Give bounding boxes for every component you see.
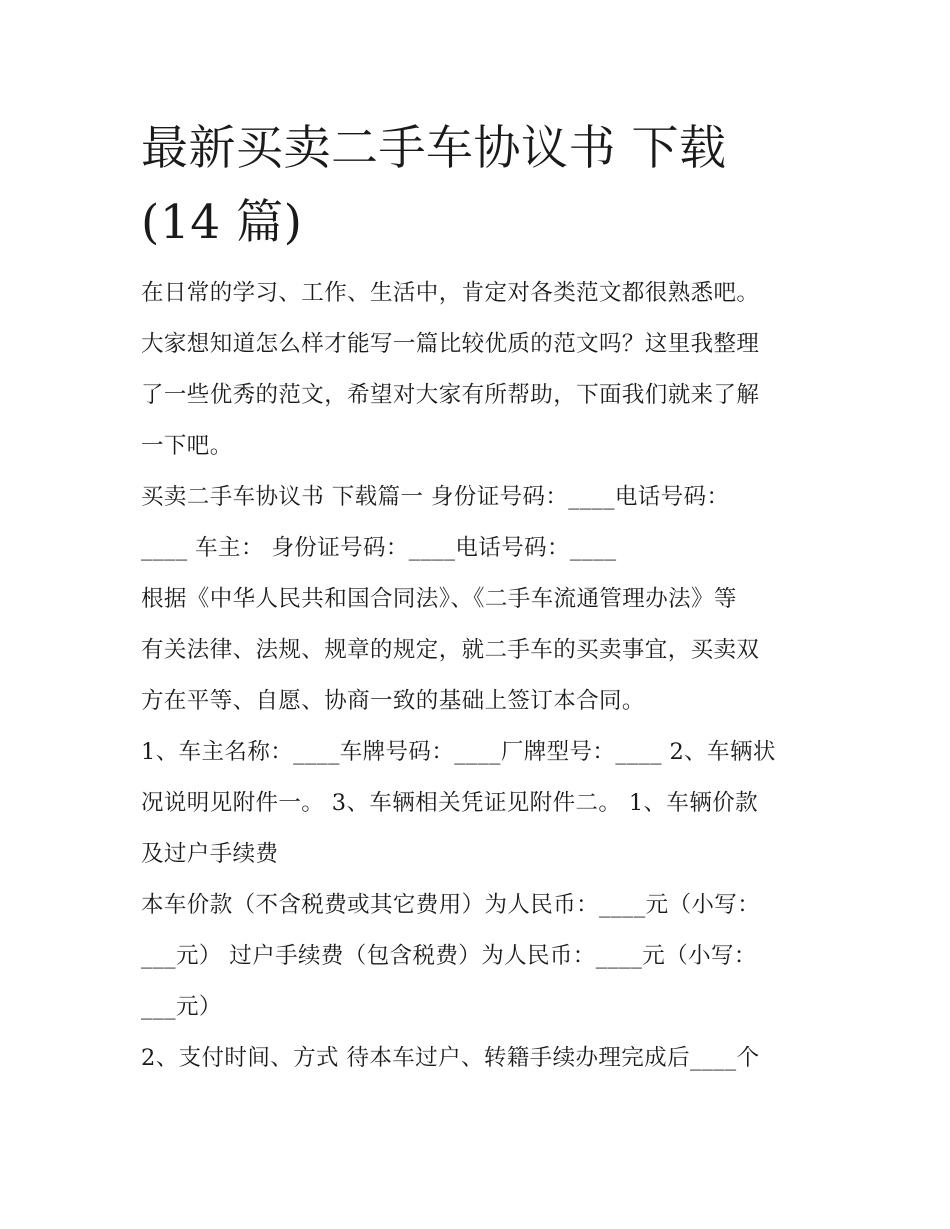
text-line: 2、支付时间、方式 待本车过户、转籍手续办理完成后____个: [141, 1045, 760, 1071]
text-line: 一下吧。: [141, 433, 233, 459]
text-line: 有关法律、法规、规章的规定，就二手车的买卖事宜，买卖双: [141, 637, 760, 663]
document-title: [141, 112, 821, 260]
text-line: 在日常的学习、工作、生活中，肯定对各类范文都很熟悉吧。: [141, 280, 760, 306]
paragraph-parties: [141, 472, 821, 574]
text-line: 根据《中华人民共和国合同法》、《二手车流通管理办法》等: [141, 586, 737, 612]
paragraph-vehicle-info: [141, 727, 821, 880]
text-line: ___元）: [141, 994, 222, 1020]
document-page: [141, 112, 821, 1084]
text-line: 况说明见附件一。 3、车辆相关凭证见附件二。 1、车辆价款: [141, 790, 759, 816]
text-line: ____ 车主： 身份证号码：____电话号码：____: [141, 535, 617, 561]
text-line: 了一些优秀的范文，希望对大家有所帮助，下面我们就来了解: [141, 382, 760, 408]
text-line: ___元） 过户手续费（包含税费）为人民币：____元（小写：: [141, 943, 757, 969]
text-line: 1、车主名称：____车牌号码：____厂牌型号：____ 2、车辆状: [141, 739, 776, 765]
paragraph-payment: [141, 1033, 821, 1084]
title-line-2: (14 篇): [141, 195, 303, 250]
text-line: 方在平等、自愿、协商一致的基础上签订本合同。: [141, 688, 645, 714]
text-line: 买卖二手车协议书 下载篇一 身份证号码：____电话号码：: [141, 484, 730, 510]
text-line: 及过户手续费: [141, 841, 279, 867]
text-line: 本车价款（不含税费或其它费用）为人民币：____元（小写：: [141, 892, 761, 918]
text-line: 大家想知道怎么样才能写一篇比较优质的范文吗？这里我整理: [141, 331, 760, 357]
paragraph-price: [141, 880, 821, 1033]
title-line-1: 最新买卖二手车协议书 下载: [141, 121, 727, 176]
paragraph-legal-basis: [141, 574, 821, 727]
paragraph-intro: [141, 268, 821, 472]
